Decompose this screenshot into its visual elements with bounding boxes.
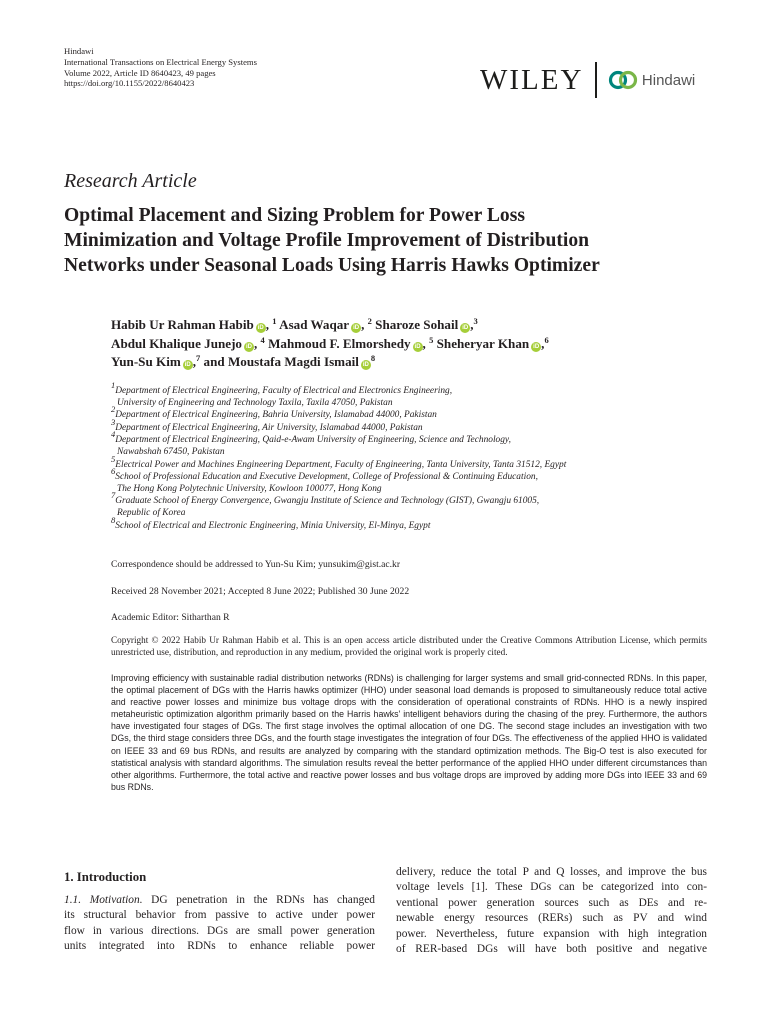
- author-affiliation-sup: 4: [260, 334, 265, 345]
- affiliation-line: $^2$Department of Electrical Engineering, Bahria University, Islamabad 44000, Pakistan: [111, 404, 437, 421]
- title-line: Minimization and Voltage Profile Improvement of Distribution: [64, 230, 590, 251]
- affiliation-line: $^8$School of Electrical and Electronic Engineering, Minia University, El-Minya, Egypt: [111, 514, 431, 531]
- body-line: delivery, reduce the total P and Q losses, and improve the bus: [396, 866, 707, 878]
- hindawi-rings-icon: [608, 69, 638, 91]
- publisher-name: Hindawi: [64, 46, 94, 56]
- orcid-icon[interactable]: iD: [414, 343, 421, 350]
- body-line: 1.1. Motivation. DG penetration in the RDNs has changed: [64, 894, 375, 906]
- body-line: its structural behavior from passive to active under power: [64, 909, 375, 922]
- body-column-right: [396, 865, 707, 957]
- author-name[interactable]: Habib Ur Rahman Habib: [111, 317, 254, 332]
- author-name[interactable]: Yun-Su Kim: [111, 354, 181, 370]
- author-connector: and: [200, 354, 228, 370]
- journal-header: [64, 46, 257, 89]
- academic-editor: Academic Editor: Sitharthan R: [111, 612, 230, 623]
- author-line: Abdul Khalique Junejo iD , $^4$ Mahmoud F. Elmorshedy iD , $^5$ Sheheryar Khan iD ,$^6$: [111, 334, 549, 351]
- body-line: newable energy resources (RERs) such as PV and wind: [396, 912, 707, 925]
- title-line: Networks under Seasonal Loads Using Harris Hawks Optimizer: [64, 255, 600, 276]
- affiliation-line: $^6$School of Professional Education and Executive Development, College of Professional & Continuing Education,: [111, 466, 538, 483]
- author-line: Yun-Su Kim iD ,$^7$ and Moustafa Magdi Ismail $iD^8$: [111, 353, 376, 370]
- publication-dates: Received 28 November 2021; Accepted 8 June 2022; Published 30 June 2022: [111, 586, 410, 597]
- author-affiliation-sup: 2: [367, 316, 372, 326]
- affiliation-line: The Hong Kong Polytechnic University, Kowloon 100077, Hong Kong: [117, 483, 382, 494]
- orcid-icon[interactable]: iD: [353, 325, 360, 331]
- author-list: [111, 316, 549, 372]
- author-name[interactable]: Sharoze Sohail: [375, 317, 459, 332]
- author-affiliation-sup: 6: [544, 334, 549, 345]
- affiliation-line: Nawabshah 67450, Pakistan: [117, 446, 225, 457]
- affiliation-line: $^3$Department of Electrical Engineering, Air University, Islamabad 44000, Pakistan: [111, 416, 423, 433]
- affiliation-line: $^4$Department of Electrical Engineering, Qaid-e-Awam University of Engineering, Science and Technology,: [111, 429, 511, 446]
- affiliation-line: $^7$Graduate School of Energy Convergence, Gwangju Institute of Science and Technology (GIST), Gwangju 61005,: [111, 490, 540, 507]
- orcid-icon[interactable]: iD: [184, 362, 191, 369]
- affiliation-line: $^1$Department of Electrical Engineering, Faculty of Electrical and Electronics Engineering,: [111, 380, 453, 396]
- journal-name: International Transactions on Electrical Energy Systems: [64, 56, 257, 67]
- body-line: power. Nevertheless, future expansion with high integration: [396, 927, 707, 940]
- author-affiliation-sup: 8: [370, 353, 376, 364]
- article-title: [64, 203, 724, 278]
- subsection-heading: 1.1. Motivation.: [64, 894, 143, 906]
- author-affiliation-sup: 3: [473, 316, 478, 326]
- author-affiliation-sup: 7: [196, 353, 201, 364]
- copyright-notice: Copyright © 2022 Habib Ur Rahman Habib et al. This is an open access article distributed under the Creative Commons Attribution License, which permits unrestricted use, distribution, and reproduction in any medium, provided the original work is properly cited.: [111, 635, 707, 657]
- author-name[interactable]: Abdul Khalique Junejo: [111, 335, 242, 351]
- wiley-logo: WILEY: [480, 63, 584, 96]
- orcid-icon[interactable]: iD: [462, 325, 469, 331]
- author-name[interactable]: Sheheryar Khan: [436, 335, 530, 351]
- orcid-icon[interactable]: iD: [533, 343, 540, 350]
- section-heading: 1. Introduction: [64, 870, 147, 884]
- orcid-icon[interactable]: iD: [257, 325, 264, 331]
- doi-link[interactable]: https://doi.org/10.1155/2022/8640423: [64, 78, 195, 89]
- author-name[interactable]: Mahmoud F. Elmorshedy: [268, 335, 411, 351]
- orcid-icon[interactable]: iD: [362, 362, 369, 369]
- publisher-logo: [480, 60, 720, 100]
- body-column-left: [64, 893, 375, 955]
- volume-info: Volume 2022, Article ID 8640423, 49 pages: [64, 67, 216, 78]
- body-line: units integrated into RDNs to enhance reliable power: [64, 940, 375, 953]
- article-type: Research Article: [64, 170, 197, 192]
- body-line: of RER-based DGs will have both positive and negative: [396, 942, 707, 955]
- body-line: flow in various directions. DGs are small power generation: [64, 924, 375, 937]
- author-line: Habib Ur Rahman Habib iD , $^1$ Asad Waqar iD , $^2$ Sharoze Sohail iD ,$^3$: [111, 316, 478, 332]
- affiliation-line: $^5$Electrical Power and Machines Engineering Department, Faculty of Engineering, Tanta University, Tanta 31512, Egypt: [111, 453, 567, 470]
- body-line: ventional power generation sources such as DEs and re-: [396, 896, 707, 909]
- orcid-icon[interactable]: iD: [245, 343, 252, 350]
- body-line: voltage levels [1]. These DGs can be categorized into con-: [396, 881, 707, 894]
- author-affiliation-sup: 5: [429, 334, 434, 345]
- correspondence: Correspondence should be addressed to Yun-Su Kim; yunsukim@gist.ac.kr: [111, 559, 401, 570]
- affiliation-line: Republic of Korea: [117, 507, 186, 518]
- logo-divider: [595, 62, 597, 98]
- author-affiliation-sup: 1: [272, 316, 277, 326]
- author-name[interactable]: Asad Waqar: [279, 317, 350, 332]
- affiliation-line: University of Engineering and Technology Taxila, Taxila 47050, Pakistan: [117, 397, 393, 408]
- abstract: Improving efficiency with sustainable radial distribution networks (RDNs) is challenging for larger systems and small grid-connected RDNs. In this paper, the optimal placement of DGs with the Harris hawks optimizer (HHO) under seasonal load demands is proposed to simultaneously reduce total active and reactive power losses and minimize bus voltage drops with the consideration of operational constraints of RDNs. HHO is a newly inspired metaheuristic optimization algorithm primarily based on the Harris hawks' intelligent behaviors during the chasing of the prey. Furthermore, the authors have investigated four stages of DGs. The first stage involves the optimal allocation of one DG. The second stage includes an investigation with two DGs, the third stage considers three DGs, and the fourth stage investigates the integration of four DGs. The effectiveness of the applied HHO is validated on IEEE 33 and 69 bus RDNs, and results are analyzed by comparing with the standard optimization methods. The Big-O test is also executed for statistical analysis with standard algorithms. The simulation results reveal the better performance of the applied HHO under different circumstances than other algorithms. Furthermore, the total active and reactive power losses and bus voltage drops are improved by adding more DGs into IEEE 33 and 69 bus RDNs.: [111, 673, 707, 792]
- author-name[interactable]: Moustafa Magdi Ismail: [227, 354, 359, 370]
- hindawi-logo-text: Hindawi: [641, 71, 696, 89]
- title-line: Optimal Placement and Sizing Problem for Power Loss: [64, 205, 525, 226]
- affiliations: [111, 380, 731, 532]
